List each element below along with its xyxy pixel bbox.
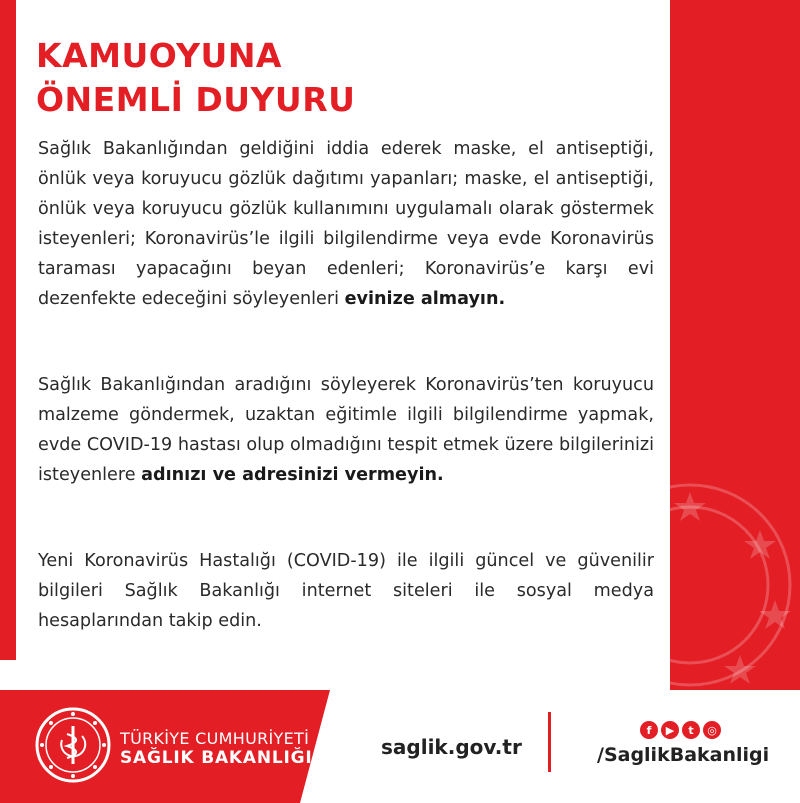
paragraph-3 — [38, 546, 654, 636]
instagram-icon[interactable]: ◎ — [703, 721, 721, 739]
paragraph-1-text: Sağlık Bakanlığından geldiğini iddia ederek maske, el antiseptiği, önlük veya koruyucu gözlük dağıtımı yapanları; maske, el antiseptiği, önlük veya koruyucu gözlük kullanımını uygulamalı olarak göstermek isteyenleri; Koronavirüs’le ilgili bilgilendirme veya evde Koronavirüs taraması yapacağını beyan edenleri; Koronavirüs’e karşı evi dezenfekte edeceğini söyleyenleri — [38, 139, 654, 309]
title-line-1: KAMUOYUNA — [36, 36, 282, 75]
social-handle[interactable]: /SaglikBakanligi — [597, 744, 770, 766]
paragraph-1 — [38, 134, 654, 314]
paragraph-2-text: Sağlık Bakanlığından aradığını söyleyerek Koronavirüs’ten koruyucu malzeme göndermek, uzaktan eğitimle ilgili bilgilendirme yapmak, evde COVID-19 hastası olup olmadığını tespit etmek üzere bilgilerinizi isteyenlere — [38, 375, 654, 485]
title-line-2: ÖNEMLİ DUYURU — [36, 80, 356, 119]
twitter-icon[interactable]: t — [682, 721, 700, 739]
org-name-line-2: SAĞLIK BAKANLIĞI — [120, 748, 313, 768]
website-link[interactable]: saglik.gov.tr — [381, 735, 522, 759]
left-red-strip — [0, 0, 16, 660]
paragraph-3-text: Yeni Koronavirüs Hastalığı (COVID-19) ile ilgili güncel ve güvenilir bilgileri Sağlık Bakanlığı internet siteleri ile sosyal medya hesaplarından takip edin. — [38, 551, 654, 631]
right-red-band — [670, 0, 800, 690]
social-icons — [640, 721, 721, 739]
facebook-icon[interactable]: f — [640, 721, 658, 739]
paragraph-2 — [38, 370, 654, 490]
org-name-line-1: TÜRKİYE CUMHURİYETİ — [120, 729, 310, 748]
footer-divider — [548, 712, 551, 772]
announcement-title — [36, 34, 355, 122]
ministry-logo-icon — [34, 706, 112, 784]
paragraph-2-emphasis: adınızı ve adresinizi vermeyin. — [141, 465, 444, 485]
youtube-icon[interactable]: ▶ — [661, 721, 679, 739]
paragraph-1-emphasis: evinize almayın. — [344, 289, 506, 309]
